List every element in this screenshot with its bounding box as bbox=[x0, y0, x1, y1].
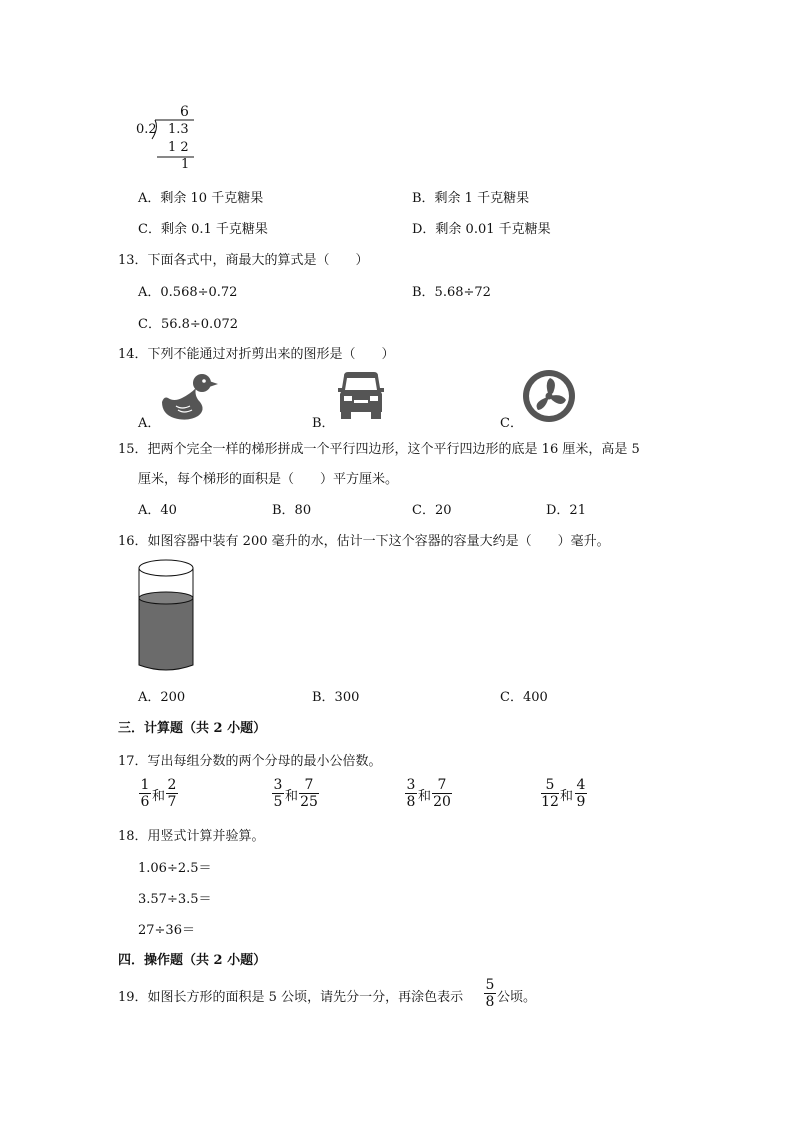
q16-option-b: B．300 bbox=[312, 690, 360, 705]
q19-fraction: 5 8 bbox=[485, 977, 495, 1010]
duck-icon bbox=[160, 370, 220, 422]
q15-option-d: D．21 bbox=[546, 503, 586, 518]
division-quotient: 6 bbox=[180, 104, 189, 120]
q14-stem: 14．下列不能通过对折剪出来的图形是（ ） bbox=[118, 347, 395, 362]
fraction: 1 6 bbox=[140, 777, 150, 810]
q12-option-d: D．剩余 0.01 千克糖果 bbox=[412, 222, 551, 237]
q13-option-a: A．0.568÷0.72 bbox=[138, 285, 238, 300]
fraction: 3 5 bbox=[273, 777, 283, 810]
q18-stem: 18．用竖式计算并验算。 bbox=[118, 829, 265, 844]
q15-stem-line1: 15．把两个完全一样的梯形拼成一个平行四边形，这个平行四边形的底是 16 厘米，高是 5 bbox=[118, 442, 640, 457]
q15-option-a: A．40 bbox=[138, 503, 177, 518]
q18-problem-2: 3.57÷3.5＝ bbox=[138, 892, 212, 907]
fraction: 7 20 bbox=[433, 777, 451, 810]
section-3-title: 三．计算题（共 2 小题） bbox=[118, 721, 267, 736]
fan-icon bbox=[522, 369, 576, 423]
q13-option-c: C．56.8÷0.072 bbox=[138, 317, 239, 332]
conjunction-he: 和 bbox=[418, 789, 432, 804]
q13-stem: 13．下面各式中，商最大的算式是（ ） bbox=[118, 253, 369, 268]
container-figure bbox=[136, 557, 196, 677]
q18-problem-3: 27÷36＝ bbox=[138, 923, 195, 938]
q18-problem-1: 1.06÷2.5＝ bbox=[138, 861, 212, 876]
q17-stem: 17．写出每组分数的两个分母的最小公倍数。 bbox=[118, 754, 382, 769]
q19-stem-unit: 公顷。 bbox=[497, 990, 537, 1005]
fraction: 5 12 bbox=[541, 777, 559, 810]
fraction: 7 25 bbox=[300, 777, 318, 810]
q19-stem: 19．如图长方形的面积是 5 公顷，请先分一分，再涂色表示 bbox=[118, 990, 464, 1005]
division-divisor: 0.2 bbox=[136, 122, 157, 137]
q13-option-b: B．5.68÷72 bbox=[412, 285, 491, 300]
q12-option-a: A．剩余 10 千克糖果 bbox=[138, 191, 264, 206]
q16-option-a: A．200 bbox=[138, 690, 186, 705]
long-division-bracket bbox=[132, 100, 202, 175]
q16-option-c: C．400 bbox=[500, 690, 548, 705]
section-4-title: 四．操作题（共 2 小题） bbox=[118, 953, 267, 968]
q12-option-b: B．剩余 1 千克糖果 bbox=[412, 191, 530, 206]
conjunction-he: 和 bbox=[285, 789, 299, 804]
division-remainder: 1 bbox=[181, 157, 190, 172]
fraction: 4 9 bbox=[576, 777, 586, 810]
division-dividend: 1.3 bbox=[168, 122, 189, 137]
q15-stem-line2: 厘米，每个梯形的面积是（ ）平方厘米。 bbox=[138, 472, 399, 487]
conjunction-he: 和 bbox=[560, 789, 574, 804]
q12-option-c: C．剩余 0.1 千克糖果 bbox=[138, 222, 268, 237]
division-product: 1 2 bbox=[168, 140, 189, 155]
q14-option-a: A． bbox=[138, 416, 161, 431]
fraction: 3 8 bbox=[406, 777, 416, 810]
q16-stem: 16．如图容器中装有 200 毫升的水，估计一下这个容器的容量大约是（ ）毫升。 bbox=[118, 534, 610, 549]
conjunction-he: 和 bbox=[152, 789, 166, 804]
fraction: 2 7 bbox=[167, 777, 177, 810]
q14-option-b: B． bbox=[312, 416, 335, 431]
q14-option-c: C． bbox=[500, 416, 523, 431]
q15-option-b: B．80 bbox=[272, 503, 312, 518]
q15-option-c: C．20 bbox=[412, 503, 452, 518]
car-icon bbox=[336, 370, 386, 420]
